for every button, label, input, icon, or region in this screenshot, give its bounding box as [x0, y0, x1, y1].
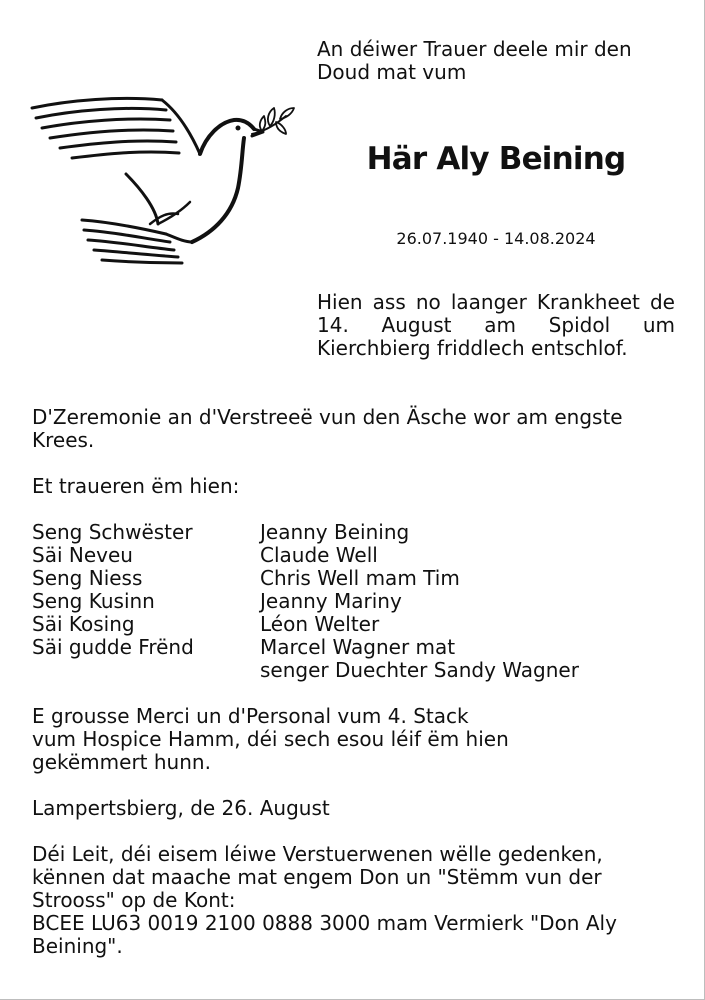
deceased-name: Här Aly Beining [366, 141, 626, 177]
donation-line: Beining". [32, 934, 123, 958]
donation-line: Déi Leit, déi eisem léiwe Verstuerwenen wëlle gedenken, [32, 842, 603, 866]
thanks-line: E grousse Merci un d'Personal vum 4. Stack [32, 704, 469, 728]
place-date: Lampertsbierg, de 26. August [32, 796, 330, 820]
thanks-line: gekëmmert hunn. [32, 750, 211, 774]
mourner-name-line: Marcel Wagner mat [260, 635, 456, 659]
thanks-line: vum Hospice Hamm, déi sech esou léif ëm hien [32, 727, 509, 751]
ceremony-text: D'Zeremonie an d'Verstreeë vun den Äsche wor am engste Krees. [32, 405, 623, 452]
mourner-relation: Säi Neveu [32, 543, 133, 567]
dove-with-olive-branch-icon [30, 92, 300, 272]
donation-line: BCEE LU63 0019 2100 0888 3000 mam Vermierk "Don Aly [32, 911, 617, 935]
mourner-relation: Säi gudde Frënd [32, 635, 194, 659]
thanks-text [32, 705, 632, 774]
mourner-name: Claude Well [260, 543, 378, 567]
mourner-relation: Säi Kosing [32, 612, 135, 636]
mourner-name [260, 636, 632, 682]
mourner-name-line: senger Duechter Sandy Wagner [260, 658, 579, 682]
mourner-name: Léon Welter [260, 612, 380, 636]
mourner-relation: Seng Schwëster [32, 520, 193, 544]
notice-body [32, 406, 632, 958]
mourner-name: Jeanny Mariny [260, 589, 402, 613]
mourner-name: Jeanny Beining [260, 520, 410, 544]
donation-line: Strooss" op de Kont: [32, 888, 236, 912]
mourners-list [32, 521, 632, 682]
intro-text: An déiwer Trauer deele mir den Doud mat vum [317, 37, 632, 84]
donation-line: kënnen dat maache mat engem Don un "Stëmm vun der [32, 865, 602, 889]
passing-text: Hien ass no laanger Krankheet de 14. August am Spidol um Kierchbierg friddlech entschlof. [317, 290, 675, 360]
mourner-relation: Seng Kusinn [32, 589, 155, 613]
donation-text [32, 843, 632, 958]
mourner-relation: Seng Niess [32, 566, 143, 590]
mourning-intro: Et traueren ëm hien: [32, 474, 240, 498]
life-dates: 26.07.1940 - 14.08.2024 [396, 229, 596, 248]
mourner-name: Chris Well mam Tim [260, 566, 460, 590]
